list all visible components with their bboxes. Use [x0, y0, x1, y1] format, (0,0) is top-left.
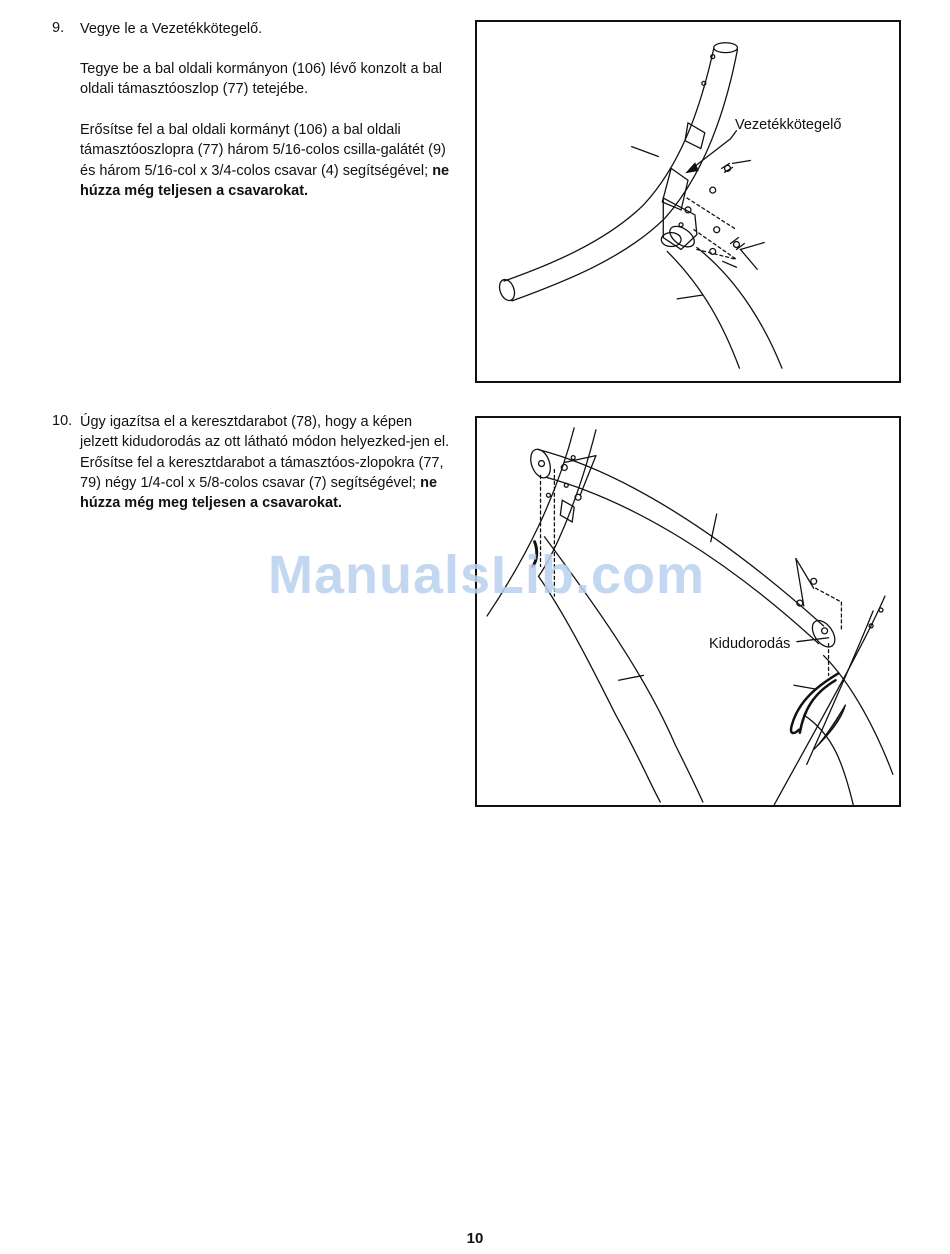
step-9-figure — [475, 20, 901, 383]
harness-callout-label: Vezetékkötegelő — [735, 117, 842, 133]
step-10-figure — [475, 416, 901, 807]
step-9-instruction-3-text: Erősítse fel a bal oldali kormányt (106) a bal oldali támasztóoszlopra (77) három 5/16-colos csilla-galátét (9) és három 5/16-col x 3/4-colos csavar (4) segítségével; — [80, 122, 446, 179]
step-9-diagram — [477, 22, 899, 381]
step-9-instruction-2: Tegye be a bal oldali kormányon (106) lévő konzolt a bal oldali támasztóoszlop (77) tetejébe. — [80, 61, 442, 98]
step-10-instruction — [80, 412, 450, 513]
step-10-instruction-text: Úgy igazítsa el a keresztdarabot (78), hogy a képen jelzett kidudorodás az ott látható módon helyezked-jen el. Erősítse fel a keresztdarabot a támasztóos-zlopokra (77, 79) négy 1/4-col x 5/8-colos csavar (7) segítségével; — [80, 414, 450, 491]
page-number: 10 — [466, 1230, 484, 1247]
step-10-warning: ne húzza még meg teljesen a csavarokat. — [80, 474, 438, 512]
watermark: ManualsLib.com — [268, 545, 706, 605]
left-support-post — [667, 251, 739, 368]
step-9-number: 9. — [52, 20, 65, 36]
step-10-diagram — [477, 418, 899, 805]
step-9-warning: ne húzza még teljesen a csavarokat. — [80, 162, 450, 199]
bulge-callout-label: Kidudorodás — [709, 636, 791, 652]
step-9-instruction-1: Vegye le a Vezetékkötegelő. — [80, 21, 263, 37]
step-10-number: 10. — [52, 413, 73, 429]
step-9-instruction-3 — [80, 120, 450, 201]
